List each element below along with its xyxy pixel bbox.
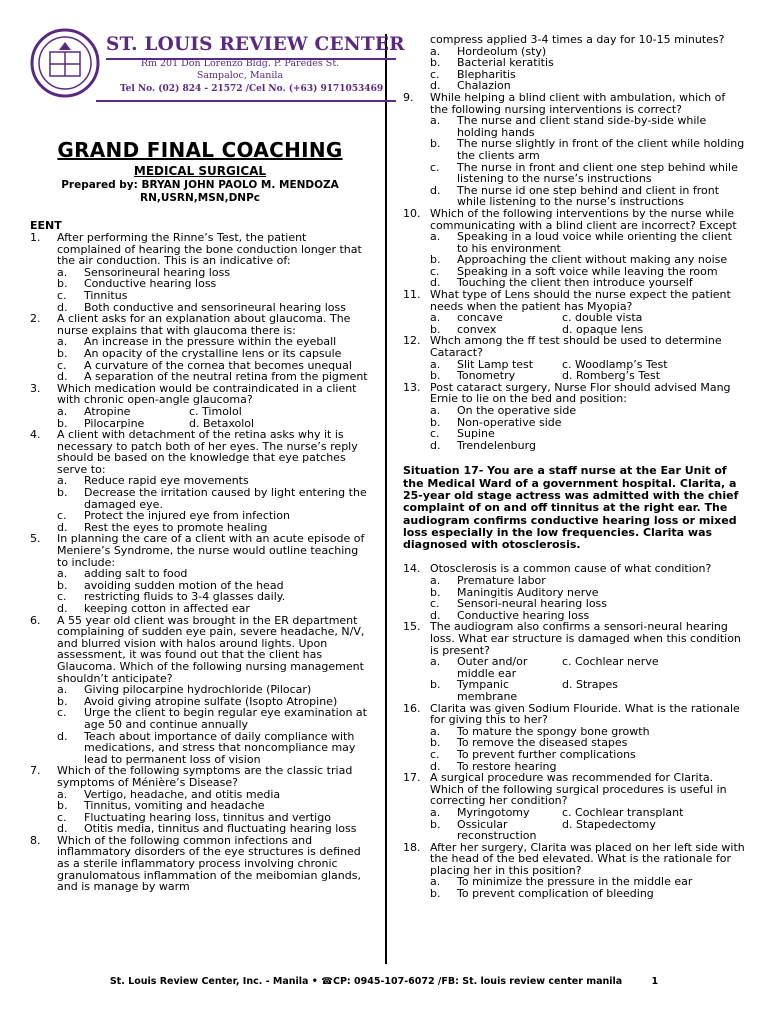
option-item	[57, 348, 370, 360]
question-8-options	[430, 46, 745, 92]
org-name: ST. LOUIS REVIEW CENTER	[106, 34, 405, 55]
question-number: 15.	[403, 620, 421, 634]
option-text: An increase in the pressure within the eyeball	[84, 335, 337, 349]
section-heading: EENT	[30, 219, 62, 232]
option-list	[430, 876, 745, 899]
option-text: c. double vista	[562, 311, 643, 325]
option-text: d. Romberg’s Test	[562, 369, 661, 383]
question-stem	[403, 382, 745, 405]
option-letter: b.	[430, 137, 441, 151]
option-letter: b.	[57, 578, 68, 592]
option-text: adding salt to food	[84, 567, 188, 581]
question-item	[30, 533, 370, 614]
option-letter: b.	[430, 678, 441, 692]
option-text: The nurse in front and client one step behind while listening to the nurse’s instructions	[457, 160, 738, 186]
option-item	[57, 707, 370, 730]
option-item	[430, 575, 745, 587]
doc-title: GRAND FINAL COACHING	[57, 138, 343, 162]
question-stem	[403, 208, 745, 231]
option-letter: a.	[57, 404, 68, 418]
option-letter: b.	[57, 799, 68, 813]
option-item	[57, 603, 370, 615]
option-row	[430, 819, 745, 842]
question-text: Which of the following symptoms are the classic triad symptoms of Ménière’s Disease?	[57, 764, 353, 789]
option-text: To mature the spongy bone growth	[457, 724, 650, 738]
question-number: 13.	[403, 380, 421, 394]
question-text: In planning the care of a client with an acute episode of Meniere’s Syndrome, the nurse would outline teaching to include:	[57, 532, 365, 569]
option-text: Atropine	[84, 404, 131, 418]
option-text: Non-operative side	[457, 415, 562, 429]
option-item	[57, 684, 370, 696]
option-letter: b.	[430, 585, 441, 599]
option-item	[430, 749, 745, 761]
option-list	[57, 684, 370, 765]
option-text: Pilocarpine	[84, 416, 145, 430]
option-letter: b.	[430, 322, 441, 336]
option-text: d. opaque lens	[562, 322, 644, 336]
question-number: 14.	[403, 562, 421, 576]
letterhead	[30, 28, 405, 108]
question-list-right-2	[403, 563, 745, 899]
option-text: Slit Lamp test	[457, 357, 534, 371]
option-text: Speaking in a loud voice while orienting the client to his environment	[457, 230, 732, 255]
question-item	[30, 383, 370, 429]
org-address: Rm 201 Don Lorenzo Bldg. P. Paredes St. Sampaloc, Manila	[140, 58, 340, 81]
question-number: 8.	[30, 833, 41, 847]
option-text: restricting fluids to 3-4 glasses daily.	[84, 590, 286, 604]
question-item	[403, 772, 745, 842]
option-text: Both conductive and sensorineural hearing loss	[84, 300, 346, 314]
question-stem	[30, 835, 370, 893]
question-number: 18.	[403, 840, 421, 854]
option-text: Approaching the client without making any noise	[457, 253, 728, 267]
option-letter: b.	[57, 346, 68, 360]
option-text: To restore hearing	[457, 759, 557, 773]
option-letter: a.	[430, 44, 441, 58]
question-number: 3.	[30, 381, 41, 395]
option-letter: b.	[430, 817, 441, 831]
question-item	[403, 208, 745, 289]
option-text: Ossicular reconstruction	[457, 817, 537, 843]
question-text: Whch among the ff test should be used to determine Cataract?	[430, 334, 722, 360]
option-letter: a.	[57, 265, 68, 279]
option-letter: a.	[430, 357, 441, 371]
question-stem	[30, 383, 370, 406]
option-letter: c.	[430, 427, 440, 441]
question-item	[30, 765, 370, 835]
option-text: Vertigo, headache, and otitis media	[84, 787, 281, 801]
option-item	[430, 115, 745, 138]
question-stem	[403, 621, 745, 656]
option-text: Maningitis Auditory nerve	[457, 585, 599, 599]
option-text: Urge the client to begin regular eye examination at age 50 and continue annually	[84, 706, 367, 731]
option-list	[57, 475, 370, 533]
option-item	[430, 440, 745, 452]
question-number: 16.	[403, 701, 421, 715]
option-text: Chalazion	[457, 79, 511, 93]
option-text: Outer and/or middle ear	[457, 655, 528, 680]
option-letter: b.	[57, 694, 68, 708]
option-text: Speaking in a soft voice while leaving the room	[457, 264, 718, 278]
option-item	[57, 731, 370, 766]
question-item	[30, 835, 370, 893]
option-letter: a.	[430, 574, 441, 588]
option-item	[430, 162, 745, 185]
option-text: An opacity of the crystalline lens or its capsule	[84, 346, 342, 360]
option-letter: b.	[430, 253, 441, 267]
question-number: 2.	[30, 312, 41, 326]
option-letter: a.	[430, 655, 441, 669]
question-item	[30, 429, 370, 533]
option-list	[57, 267, 370, 313]
option-text: Decrease the irritation caused by light entering the damaged eye.	[84, 486, 367, 511]
question-list-right	[403, 92, 745, 451]
option-letter: a.	[57, 335, 68, 349]
question-text: After her surgery, Clarita was placed on her left side with the head of the bed elevated. What is the rationale for placing her in this position?	[430, 840, 745, 877]
option-text: A separation of the neutral retina from the pigment	[84, 370, 368, 384]
option-letter: b.	[430, 887, 441, 901]
option-text: c. Woodlamp’s Test	[562, 357, 668, 371]
option-text: concave	[457, 311, 503, 325]
option-letter: d.	[57, 729, 68, 743]
question-text: Clarita was given Sodium Flouride. What is the rationale for giving this to her?	[430, 701, 740, 727]
page-footer	[0, 976, 768, 987]
option-text: Premature labor	[457, 574, 546, 588]
question-number: 17.	[403, 771, 421, 785]
question-item	[403, 335, 745, 381]
option-list	[430, 807, 745, 842]
option-letter: a.	[57, 683, 68, 697]
option-text: Tonometry	[457, 369, 516, 383]
option-text: Teach about importance of daily compliance with medications, and stress that noncompliance may lead to permanent loss of vision	[84, 729, 356, 766]
option-list	[57, 336, 370, 382]
option-list	[57, 568, 370, 614]
question-continuation: compress applied 3-4 times a day for 10-15 minutes?	[430, 33, 725, 46]
option-row	[430, 807, 745, 819]
option-letter: a.	[57, 567, 68, 581]
right-column	[403, 34, 745, 900]
question-number: 4.	[30, 428, 41, 442]
option-item	[430, 185, 745, 208]
option-list	[430, 359, 745, 382]
option-letter: a.	[430, 805, 441, 819]
question-number: 11.	[403, 288, 421, 302]
option-item	[430, 138, 745, 161]
option-text: A curvature of the cornea that becomes unequal	[84, 358, 352, 372]
question-stem	[30, 533, 370, 568]
option-letter: d.	[430, 608, 441, 622]
option-item	[57, 487, 370, 510]
option-letter: b.	[57, 486, 68, 500]
question-text: The audiogram also confirms a sensori-neural hearing loss. What ear structure is damaged when this condition is present?	[430, 620, 741, 657]
option-text: d. Betaxolol	[189, 416, 255, 430]
left-column	[30, 28, 405, 894]
option-text: Otitis media, tinnitus and fluctuating hearing loss	[84, 822, 357, 836]
seal-logo-icon	[30, 28, 100, 98]
question-stem	[403, 92, 745, 115]
question-item	[30, 615, 370, 766]
org-telephone: Tel No. (02) 824 - 21572 /Cel No. (+63) 9171053469	[120, 84, 384, 94]
question-text: Which of the following common infections and inflammatory disorders of the eye structures is defined as a sterile inflammatory process involving chronic granulomatous inflammation of the meibomian glands, and is manage by warm	[57, 833, 361, 894]
option-letter: c.	[430, 67, 440, 81]
option-letter: b.	[57, 416, 68, 430]
option-letter: d.	[430, 183, 441, 197]
option-letter: a.	[430, 724, 441, 738]
option-text: Protect the injured eye from infection	[84, 509, 290, 523]
option-letter: d.	[57, 300, 68, 314]
question-stem	[30, 429, 370, 475]
question-item	[30, 313, 370, 383]
option-letter: c.	[57, 358, 67, 372]
option-text: To remove the diseased stapes	[457, 736, 628, 750]
option-letter: b.	[430, 56, 441, 70]
question-item	[403, 703, 745, 773]
question-text: While helping a blind client with ambulation, which of the following nursing interventions is correct?	[430, 90, 726, 116]
question-text: A 55 year old client was brought in the ER department complaining of sudden eye pain, severe headache, N/V, and blurred vision with halos around lights. Upon assessment, it was found out that the client has Glaucoma. Which of the following nursing management shouldn’t anticipate?	[57, 613, 365, 685]
option-text: Giving pilocarpine hydrochloride (Pilocar)	[84, 683, 312, 697]
option-text: Conductive hearing loss	[457, 608, 590, 622]
option-letter: d.	[57, 602, 68, 615]
question-stem	[30, 615, 370, 685]
option-text: The nurse id one step behind and client in front while listening to the nurse’s instructions	[457, 183, 720, 209]
option-list	[430, 575, 745, 621]
option-letter: d.	[430, 438, 441, 452]
question-text: What type of Lens should the nurse expect the patient needs when the patient has Myopia?	[430, 288, 731, 313]
option-item	[430, 405, 745, 417]
option-text: c. Cochlear nerve	[562, 655, 659, 669]
option-letter: a.	[430, 230, 441, 244]
question-list-left	[30, 232, 370, 893]
question-item	[403, 842, 745, 900]
column-divider	[385, 34, 387, 964]
option-letter: a.	[430, 311, 441, 325]
question-item	[403, 92, 745, 208]
option-letter: c.	[57, 706, 67, 720]
option-text: The nurse and client stand side-by-side while holding hands	[457, 114, 707, 139]
question-item	[30, 232, 370, 313]
option-item	[57, 371, 370, 383]
option-list	[430, 115, 745, 208]
question-text: Which of the following interventions by the nurse while communicating with a blind client are incorrect? Except	[430, 206, 737, 232]
option-text: Rest the eyes to promote healing	[84, 520, 268, 534]
option-letter: c.	[57, 288, 67, 302]
question-text: Otosclerosis is a common cause of what condition?	[430, 562, 712, 576]
question-text: A client asks for an explanation about glaucoma. The nurse explains that with glaucoma there is:	[57, 312, 351, 337]
option-letter: b.	[57, 277, 68, 291]
option-text: The nurse slightly in front of the client while holding the clients arm	[457, 137, 745, 162]
question-stem	[30, 313, 370, 336]
option-item	[430, 231, 745, 254]
option-text: d. Strapes	[562, 678, 619, 692]
option-letter: b.	[430, 736, 441, 750]
option-text: On the operative side	[457, 404, 577, 417]
option-item	[57, 290, 370, 302]
option-text: convex	[457, 322, 497, 336]
question-item	[403, 382, 745, 452]
question-number: 7.	[30, 764, 41, 778]
question-item	[403, 289, 745, 335]
option-letter: a.	[430, 404, 441, 417]
option-letter: a.	[57, 787, 68, 801]
option-text: Trendelenburg	[457, 438, 536, 452]
question-stem	[403, 289, 745, 312]
option-list	[430, 656, 745, 702]
option-text: Reduce rapid eye movements	[84, 474, 249, 488]
option-text: Fluctuating hearing loss, tinnitus and vertigo	[84, 810, 331, 824]
option-letter: c.	[430, 160, 440, 174]
option-row	[57, 406, 370, 418]
option-letter: d.	[430, 79, 441, 93]
option-letter: c.	[57, 810, 67, 824]
option-row	[430, 656, 745, 679]
letterhead-rule-bottom	[96, 100, 396, 102]
option-text: Blepharitis	[457, 67, 516, 81]
option-row	[430, 679, 745, 702]
option-letter: c.	[430, 597, 440, 611]
option-list	[57, 789, 370, 835]
option-letter: d.	[57, 370, 68, 384]
question-number: 1.	[30, 231, 41, 244]
option-text: Conductive hearing loss	[84, 277, 217, 291]
question-stem	[403, 772, 745, 807]
option-letter: a.	[430, 114, 441, 128]
option-text: Myringotomy	[457, 805, 530, 819]
option-text: To minimize the pressure in the middle ear	[457, 875, 693, 889]
question-number: 5.	[30, 532, 41, 546]
option-item	[430, 888, 745, 900]
option-letter: d.	[57, 520, 68, 534]
page-number: 1	[651, 976, 659, 987]
question-item	[403, 563, 745, 621]
option-list	[430, 231, 745, 289]
option-text: Touching the client then introduce yourself	[457, 276, 693, 290]
option-list	[57, 406, 370, 429]
option-text: c. Cochlear transplant	[562, 805, 684, 819]
question-item	[403, 621, 745, 702]
question-text: Post cataract surgery, Nurse Flor should advised Mang Ernie to lie on the bed and position:	[430, 380, 731, 406]
question-number: 10.	[403, 206, 421, 220]
option-item	[57, 800, 370, 812]
option-letter: d.	[430, 276, 441, 290]
option-list	[430, 405, 745, 451]
situation-block: Situation 17- You are a staff nurse at the Ear Unit of the Medical Ward of a government hospital. Clarita, a 25-year old stage actress was admitted with the chief complaint of on and off tinnitus at the right ear. The audiogram confirms conductive hearing loss or mixed loss especially in the low frequencies. Clarita was diagnosed with otosclerosis.	[403, 464, 739, 552]
option-text: Sensori-neural hearing loss	[457, 597, 608, 611]
question-text: After performing the Rinne’s Test, the patient complained of hearing the bone conduction longer that the air conduction. This is an indicative of:	[57, 231, 362, 268]
question-number: 9.	[403, 90, 414, 104]
option-letter: d.	[430, 759, 441, 773]
option-letter: b.	[430, 369, 441, 383]
option-text: Tinnitus	[84, 288, 128, 302]
question-stem	[403, 842, 745, 877]
option-text: Tympanic membrane	[457, 678, 518, 703]
option-list	[430, 312, 745, 335]
question-number: 12.	[403, 334, 421, 348]
option-text: c. Timolol	[189, 404, 242, 418]
question-number: 6.	[30, 613, 41, 627]
question-text: Which medication would be contraindicated in a client with chronic open-angle glaucoma?	[57, 381, 357, 407]
footer-text: St. Louis Review Center, Inc. - Manila • ☎CP: 0945-107-6072 /FB: St. louis review center manila	[109, 976, 623, 987]
prepared-by: Prepared by: BRYAN JOHN PAOLO M. MENDOZA RN,USRN,MSN,DNPc	[61, 179, 339, 204]
question-stem	[30, 232, 370, 267]
option-text: Avoid giving atropine sulfate (Isopto Atropine)	[84, 694, 338, 708]
question-stem	[403, 703, 745, 726]
question-text: A surgical procedure was recommended for Clarita. Which of the following surgical procedures is useful in correcting her condition?	[430, 771, 727, 808]
option-letter: a.	[430, 875, 441, 889]
option-letter: c.	[57, 590, 67, 604]
question-stem	[30, 765, 370, 788]
option-letter: c.	[430, 747, 440, 761]
doc-subtitle: MEDICAL SURGICAL	[133, 164, 267, 178]
option-text: Bacterial keratitis	[457, 56, 554, 70]
option-text: To prevent complication of bleeding	[457, 887, 654, 901]
option-text: Tinnitus, vomiting and headache	[84, 799, 265, 813]
question-stem	[403, 563, 745, 575]
option-letter: d.	[57, 822, 68, 836]
option-text: avoiding sudden motion of the head	[84, 578, 284, 592]
option-text: To prevent further complications	[457, 747, 636, 761]
question-stem	[403, 335, 745, 358]
option-text: Sensorineural hearing loss	[84, 265, 231, 279]
option-letter: a.	[57, 474, 68, 488]
option-letter: c.	[57, 509, 67, 523]
option-letter: c.	[430, 264, 440, 278]
option-text: Supine	[457, 427, 495, 441]
option-letter: b.	[430, 415, 441, 429]
option-text: d. Stapedectomy	[562, 817, 656, 831]
question-text: A client with detachment of the retina asks why it is necessary to patch both of her eyes. The nurse’s reply should be based on the knowledge that eye patches serve to:	[57, 428, 358, 476]
option-list	[430, 726, 745, 772]
option-text: Hordeolum (sty)	[457, 44, 547, 58]
option-text: keeping cotton in affected ear	[84, 602, 250, 615]
